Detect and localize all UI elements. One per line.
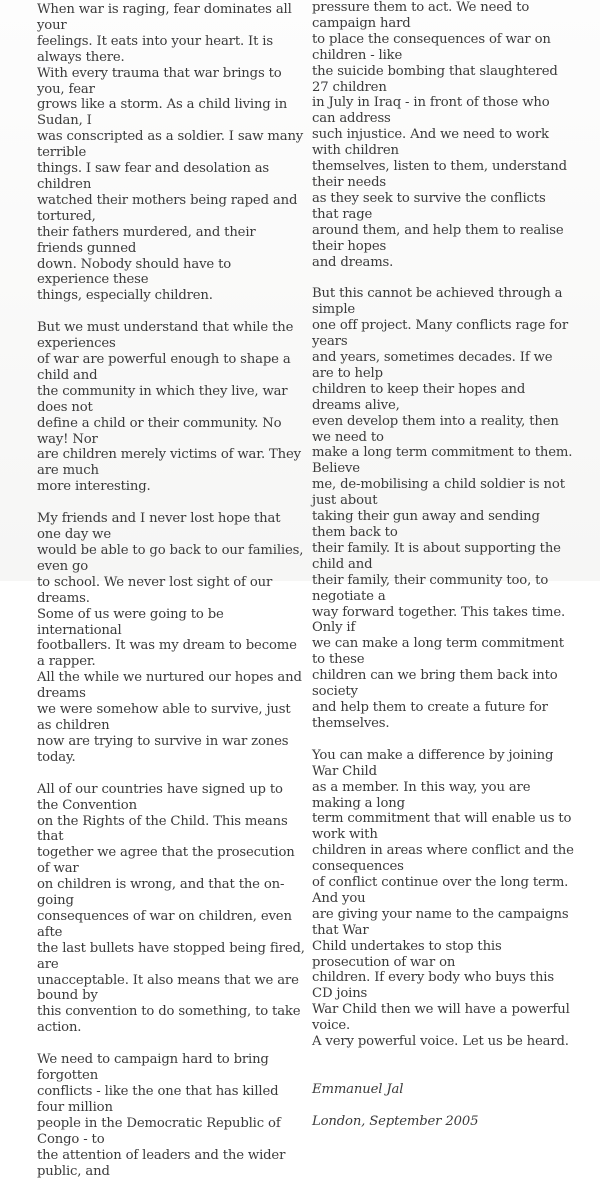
left-column: [37, 2, 305, 1195]
paragraph-membership: You can make a difference by joining War Child as a member. In this way, you are making a long term commitment that will enable us to work with children in areas where conflict and the consequences of conflict continue over the long term. And you are giving your name to the campaigns that War Child undertakes to stop this prosecution of war on children. If every body who buys this CD joins War Child then we will have a powerful voice. A very powerful voice. Let us be heard.: [312, 747, 574, 1050]
paragraph-commitment: But this cannot be achieved through a simple one off project. Many conflicts rage for years and years, sometimes decades. If we are to help children to keep their hopes and dreams alive, even develop them into a reality, then we need to make a long term commitment to them. Believe me, de-mobilising a child soldier is not just about taking their gun away and sending them back to their family. It is about supporting the child and their family, their community too, to negotiate a way forward together. This takes time. Only if we can make a long term commitment to these children can we bring them back into society and help them to create a future for themselves.: [312, 286, 573, 731]
signature-name: Emmanuel Jal: [312, 1081, 404, 1097]
signature: [312, 1066, 574, 1146]
paragraph-understand: But we must understand that while the experiences of war are powerful enough to shape a child and the community in which they live, war does not define a child or their community. No way! Nor are children merely victims of war. They are much more interesting.: [37, 320, 301, 495]
right-column: [312, 0, 574, 1146]
paragraph-pressure: pressure them to act. We need to campaign hard to place the consequences of war on children - like the suicide bombing that slaughtered 27 children in July in Iraq - in front of those who can address such injustice. And we need to work with children themselves, listen to them, understand their needs as they seek to survive the conflicts that rage around them, and help them to realise their hopes and dreams.: [312, 0, 567, 270]
paragraph-fear: When war is raging, fear dominates all your feelings. It eats into your heart. It is always there. With every trauma that war brings to you, fear grows like a storm. As a child living in Sudan, I was conscripted as a soldier. I saw many terrible things. I saw fear and desolation as children watched their mothers being raped and tortured, their fathers murdered, and their friends gunned down. Nobody should have to experience these things, especially children.: [37, 2, 304, 304]
paragraph-convention: All of our countries have signed up to the Convention on the Rights of the Child. This means that together we agree that the prosecution of war on children is wrong, and that the on-going consequences of war on children, even afte the last bullets have stopped being fired, are unacceptable. It also means that we are bound by this convention to do something, to take action.: [37, 781, 305, 1036]
paragraph-campaign: We need to campaign hard to bring forgotten conflicts - like the one that has killed four million people in the Democratic Republic of Congo - to the attention of leaders and the wider public, and: [37, 1052, 286, 1179]
signature-place-date: London, September 2005: [312, 1113, 479, 1129]
paragraph-hope: My friends and I never lost hope that one day we would be able to go back to our families, even go to school. We never lost sight of our dreams. Some of us were going to be international footballers. It was my dream to become a rapper. All the while we nurtured our hopes and dreams we were somehow able to survive, just as children now are trying to survive in war zones today.: [37, 511, 304, 765]
